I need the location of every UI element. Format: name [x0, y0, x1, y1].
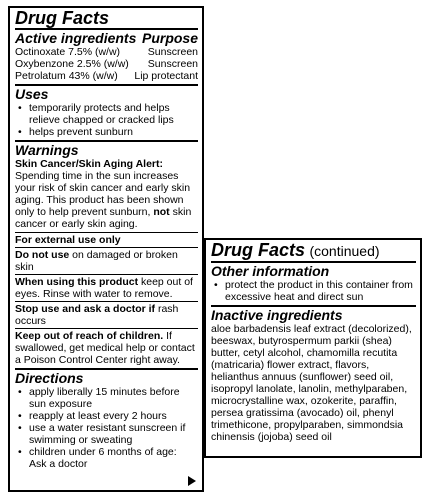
- panel-title-suffix: (continued): [309, 243, 380, 259]
- directions-item: • reapply at least every 2 hours: [15, 410, 198, 422]
- continued-arrow-icon: [188, 476, 196, 486]
- directions-item: • use a water resistant sunscreen if swimming or sweating: [15, 422, 198, 446]
- other-information-item: • protect the product in this container from excessive heat and direct sun: [211, 279, 416, 303]
- inactive-ingredients-text: aloe barbadensis leaf extract (decolorized), beeswax, butyrospermum parkii (shea) butter, cetyl alcohol, chamomilla recutita (matricaria) flower extract, flavors, helianthus annuus (sunflower) seed oil, isopropyl lanolate, lanolin, methylparaben, microcrystalline wax, ozokerite, paraffin, persea gratissima (avocado) oil, phenyl trimethicone, propylparaben, simmondsia chinensis (jojoba) seed oil: [211, 323, 412, 443]
- do-not-use-note: Do not use on damaged or broken skin: [15, 249, 178, 273]
- directions-heading: Directions: [15, 370, 84, 386]
- drug-facts-panel-right: [204, 238, 422, 458]
- when-using-note: When using this product keep out of eyes. Rinse with water to remove.: [15, 276, 193, 300]
- directions-item: • apply liberally 15 minutes before sun exposure: [15, 386, 198, 410]
- ingredient-row: Petrolatum 43% (w/w) Lip protectant: [15, 70, 198, 82]
- external-use-note: For external use only: [15, 234, 121, 246]
- drug-facts-panel-left: [8, 6, 204, 492]
- purpose-heading: Purpose: [141, 30, 198, 46]
- directions-item: • children under 6 months of age: Ask a doctor: [15, 446, 198, 470]
- panel-title: Drug Facts (continued): [211, 240, 380, 260]
- inactive-ingredients-heading: Inactive ingredients: [211, 307, 343, 323]
- keep-out-of-reach-note: Keep out of reach of children. If swallowed, get medical help or contact a Poison Control Center right away.: [15, 330, 195, 366]
- stop-use-note: Stop use and ask a doctor if rash occurs: [15, 303, 179, 327]
- ingredient-row: Octinoxate 7.5% (w/w) Sunscreen: [15, 46, 198, 58]
- uses-heading: Uses: [15, 86, 49, 102]
- other-information-heading: Other information: [211, 263, 330, 279]
- skin-cancer-alert: Skin Cancer/Skin Aging Alert: Spending time in the sun increases your risk of skin cancer and early skin aging. This product has been shown only to help prevent sunburn, not skin cancer or early skin aging.: [15, 158, 192, 230]
- ingredient-row: Oxybenzone 2.5% (w/w) Sunscreen: [15, 58, 198, 70]
- panel-title: Drug Facts: [15, 8, 110, 28]
- active-ingredients-heading: Active ingredients: [15, 30, 137, 46]
- uses-item: • temporarily protects and helps relieve chapped or cracked lips: [15, 102, 198, 126]
- uses-item: • helps prevent sunburn: [15, 126, 198, 138]
- warnings-heading: Warnings: [15, 142, 79, 158]
